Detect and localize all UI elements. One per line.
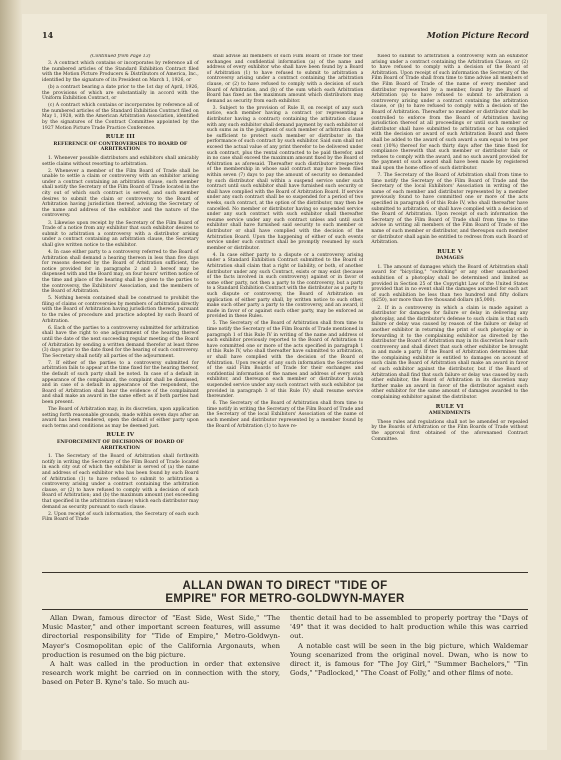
paragraph: 2. Upon receipt of such information, the Secretary of each such Film Board of Trade bbox=[42, 511, 199, 523]
story-paragraph: Allan Dwan, famous director of "East Side, West Side," "The Music Master," and other important screen features, will assume directorial responsibility for "Tide of Empire," Metro-Goldwyn-Mayer's Cosmopolitan epic of the California Argonauts, when production is resumed on the big picture. bbox=[42, 614, 280, 659]
page-number: 14 bbox=[42, 30, 54, 40]
rule-heading: RULE V bbox=[437, 248, 463, 255]
rule-subheading: AMENDMENTS bbox=[428, 410, 471, 417]
magazine-page bbox=[22, 14, 547, 750]
paragraph: 3. Subject to the provision of Rule II, on receipt of any such notice, each member having a contract (or representing a distributor having a contract) containing the arbitration clause with any such exhibitor shall demand payment by such exhibitor of such sums as in the judgment of such member of arbitration shall be sufficient to protect such member or distributor in the performance of such contract by such exhibitor. Said sum shall not exceed the actual value of any print therefor to be delivered under such contract, plus the rental contracted to be paid therefor, and in no case shall exceed the maximum amount fixed by the Board of Arbitration as aforesaid. Thereafter such distributor irrespective of the membership in whose said contract may have been filed within seven (7) days to pay the amount of security so demanded by such distributor shall within a suspend service under such contract until such exhibitor shall have furnished such security or shall have complied with the Board of Arbitration Board. If service under any such contract shall be so suspended for a period of two weeks, such contract, at the option of the distributor, may then be cancelled. No member or distributor having so suspended service under any such contract with such exhibitor shall thereafter resume service under any such contract unless and until such exhibitor shall have furnished said security to such member or distributor or shall have complied with the decision of the Arbitration Board. Upon the happening of either of such events service under such contract shall be promptly resumed by such member or distributor. bbox=[206, 105, 364, 251]
headline-line-1: ALLAN DWAN TO DIRECT "TIDE OF bbox=[182, 580, 388, 592]
paragraph: 7. The Secretary of the Board of Arbitration shall from time to time notify the Secretary of the Film Board of Trade and the Secretary of the local Exhibitors' Association in writing of the name of each member and distributor represented by a member previously found to have committed one or more of the acts specified in paragraph 6 of this Rule IV, who shall thereafter have submitted to arbitration, or shall have complied with a decision of the Board of Arbitration. Upon receipt of such information the Secretary of the Film Board of Trade shall from time to time advise in writing all members of the Film Board of Trade of the name of such member or distributor, and thereupon such member or distributor shall again be entitled to redress from such Board of Arbitration. bbox=[371, 172, 529, 246]
paragraph: 1. Whenever possible distributors and exhibitors shall amicably settle claims without resorting to arbitration. bbox=[42, 156, 199, 167]
story-headline bbox=[42, 580, 528, 606]
rules-columns bbox=[42, 54, 528, 569]
paragraph: 4. In case either party to a controversy referred to the Board of Arbitration shall demand a hearing thereon in less than five days for reasons deemed by the Board of Arbitration sufficient, the notice provided for in paragraphs 2 and 3 hereof may be dispensed with and the Board may, on four hours' written notice of the time and place of the hearing shall be given to the parties to the controversy, the Exhibitors' Association, and the members of the Board of Arbitration. bbox=[42, 250, 199, 295]
paragraph: 1. The amount of damages which the Board of Arbitration shall award for "bicycling," "switching" or any other unauthorized exhibition of a photoplay shall be determined and limited as provided in Section 25 of the Copyright Law of the United States provided that in no event shall the damages awarded for each act of such exhibition be less than two hundred and fifty dollars ($250), nor more than five thousand dollars ($5,000). bbox=[371, 264, 529, 304]
rule-subheading: REFERENCE OF CONTROVERSIES TO BOARD OF ARBITRATION bbox=[53, 140, 188, 153]
headline-line-2: EMPIRE" FOR METRO-GOLDWYN-MAYER bbox=[165, 593, 405, 605]
divider-rule-bottom bbox=[42, 609, 528, 610]
rule-heading: RULE IV bbox=[106, 432, 135, 439]
page-binding bbox=[0, 0, 22, 760]
paragraph: (b) a contract bearing a date prior to the 1st day of April, 1926, the provisions of which are substantially in accord with the Uniform Exhibition Contract, or bbox=[42, 84, 199, 102]
paragraph: fused to submit to arbitration a controversy with an exhibitor arising under a contract containing the Arbitration Clause, or (2) to have refused to comply with a decision of the Board of Arbitration. Upon receipt of such information the Secretary of the Film Board of Trade shall from time to time advise all members of the Film Board of Trade of the name of every member and distributor represented by a member, found by the Board of Arbitration (a) to have refused to submit to arbitration a controversy arising under a contract containing the arbitration clause, or (b) to have refused to comply with a decision of the Board of Arbitration. Thereafter no member or distributor shall be controlled to enforce from the Board of Arbitration having jurisdiction thereof at all proceedings or until such member or distributor shall have submitted to arbitration or has complied with the decision or award of such Arbitration Board and there shall be added to the award of such award a sum equal to ten per cent (10%) thereof for each thirty days after the time fixed for compliance therewith that such member or distributor fails or refuses to comply with the award, and no such award provided for the payment of such award shall have been made by registered mail upon the home office of such distributor. bbox=[371, 54, 529, 171]
continued-note: (Continued from Page 13) bbox=[90, 54, 151, 59]
paragraph: shall advise all members of such Film Board of Trade for their exchanges and confidential information (a) of the name and address of every exhibitor who shall have been found by a Board of Arbitration (1) to have refused to submit to arbitration a controversy arising under a contract containing the arbitration clause, or (2) to have refused to comply with a decision of such Board of Arbitration, and (b) of the sum which each Arbitration Board has fixed as the maximum amount which distributors may demand as security from each exhibitor. bbox=[206, 54, 364, 104]
story-column-2 bbox=[290, 614, 528, 736]
rule-subheading: DAMAGES bbox=[435, 255, 464, 262]
paragraph: 5. The Secretary of the Board of Arbitration shall from time to time notify the Secretary of the Film Boards of Trade mentioned in paragraph 1 of this Rule IV in writing of the name and address of each exhibitor previously reported to the Board of Arbitration to have committed one or more of the acts specified in paragraph 1 of this Rule IV, who shall thereafter have submitted to arbitration, or shall have complied with the decision of the Board of Arbitration. Upon receipt of any such information the Secretaries of the said Film Boards of Trade for their exchanges and confidential information of the names and address of every such exhibitor, and thereupon each member or distributor having suspended service under any such contract with such exhibitor (as provided in paragraph 3 of this Rule IV) shall resume service thereunder. bbox=[206, 321, 364, 400]
paragraph: 5. Nothing herein contained shall be construed to prohibit the filing of claims or controversies by members of arbitration directly with the Board of Arbitration having jurisdiction thereof, pursuant to the rules of procedure and practice adopted by such Board of Arbitration. bbox=[42, 296, 199, 324]
story-paragraph: A notable cast will be seen in the big picture, which Waldemar Young scenarized from the original novel. Dwan, who is now to direct it, is famous for "The Joy Girl," "Summer Bachelors," "Tin Gods," "Padlocked," "The Coast of Folly," and other films of note. bbox=[290, 641, 528, 678]
magazine-title: Motion Picture Record bbox=[426, 30, 529, 40]
divider-rule-top bbox=[42, 572, 528, 573]
rule-heading: RULE VI bbox=[435, 403, 464, 410]
story-column-1 bbox=[42, 614, 280, 736]
paragraph: 4. In case either party to a dispute or a controversy arising under a Standard Exhibition Contract submitted to the Board of Arbitration shall claim that a right or liability, or both, of another distributor under any such Contract, exists or may exist (because of the facts involved in such controversy) against or in favor of some other party, not then a party to the controversy, but a party to a Standard Exhibition Contract with the distributor as a party to such dispute or controversy, the Board of Arbitration on application of either party shall, by written notice to such other, make such other party a party to the controversy, and an award, if made in favor of or against such other party, may be enforced as provided in these Rules. bbox=[206, 252, 364, 320]
column-3 bbox=[371, 54, 528, 569]
column-1 bbox=[42, 54, 199, 569]
paragraph: 6. Each of the parties to a controversy submitted for arbitration shall have the right to one adjournment of the hearing thereof until the date of the next succeeding regular meeting of the Board of Arbitration by sending a written demand therefor at least three (3) days prior to the date fixed for the hearing of such controversy. The Secretary shall notify all parties of the adjournment. bbox=[42, 325, 199, 359]
paragraph: 2. If in a controversy in which a claim is made against a distributor for damages for failure or delay in delivering any photoplay, and the distributor's defense to such claim is that such failure or delay was caused by reason of the failure or delay of another exhibitor in returning the print of such photoplay or in forwarding it to the complaining exhibitor as directed by the distributor the Board of Arbitration may in its discretion hear such controversy and shall direct that such other exhibitor be brought in and made a party. If the Board of Arbitration determines that the complaining exhibitor is entitled to damages on account of such claim the Board of Arbitration shall make an award in favor of such exhibitor against the distributor, but if the Board of Arbitration shall find that such failure or delay was caused by such other exhibitor, the Board of Arbitration in its discretion may further make an award in favor of the distributor against such other exhibitor for the same amount of damages awarded to the complaining exhibitor against the distributor. bbox=[371, 305, 529, 401]
paragraph: 3. A contract which contains or incorporates by reference all of the numbered articles of the Standard Exhibition Contract filed with the Motion Picture Producers & Distributors of America, Inc., identified by the signature of its President on March 1, 1926, or bbox=[42, 61, 199, 83]
paragraph: 7. If either of the parties to a controversy submitted for arbitration fails to appear at the time fixed for the hearing thereof, the default of such party shall be noted. In case of a default in appearance of the complainant, the complaint shall be dismissed, and in case of a default in appearance of the respondent, the Board of Arbitration shall hear the evidence of the complainant and shall make an award in the same effect as if both parties had been present. bbox=[42, 360, 199, 405]
paragraph: 3. Likewise upon receipt by the Secretary of the Film Board of Trade of a notice from any exhibitor that such exhibitor desires to submit to arbitration a controversy with a distributor arising under a contract containing an arbitration clause, the Secretary shall give written notice to the exhibitor. bbox=[42, 220, 199, 248]
paragraph: 2. Whenever a member of the Film Board of Trade shall be unable to settle a claim or controversy with an exhibitor arising under a contract containing an arbitration clause, such member shall notify the Secretary of the Film Board of Trade located in the city out of which such contract is served, and such member desires to submit the claim or controversy to the Board of Arbitration having jurisdiction thereof, advising the Secretary of the name and address of the exhibitor and the nature of the controversy. bbox=[42, 168, 199, 219]
rule-heading: RULE III bbox=[105, 134, 135, 141]
rule-subheading: ENFORCEMENT OF DECISIONS OF BOARD OF ARBITRATION bbox=[56, 439, 184, 451]
paragraph: These rules and regulations shall not be amended or repealed by the Boards of Arbitration or the Film Boards of Trade without the approval first obtained of the aforenamed Contract Committee. bbox=[371, 419, 529, 442]
paragraph: 6. The Secretary of the Board of Arbitration shall from time to time notify in writing the Secretary of the Film Board of Trade and the Secretary of the local Exhibitors' Association of the name of each member and distributor represented by a member found by the Board of Arbitration (1) to have re- bbox=[206, 401, 364, 429]
page-header bbox=[42, 30, 529, 46]
paragraph: The Board of Arbitration may, in its discretion, upon application setting forth reasonable grounds, made within seven days after an award has been rendered, open the default of either party upon such terms and conditions as may be deemed just. bbox=[42, 407, 199, 429]
paragraph: (c) A contract which contains or incorporates by reference all of the numbered articles of the Standard Exhibition Contract filed on May 1, 1928, with the American Arbitration Association, identified by the signatures of the Contract Committee appointed by the 1927 Motion Picture Trade Practice Conference. bbox=[42, 103, 199, 131]
story-body bbox=[42, 614, 528, 736]
paragraph: 1. The Secretary of the Board of Arbitration shall forthwith notify in writing the Secretary of the Film Board of Trade located in each city out of which the exhibitor is served of (a) the name and address of each exhibitor who has been found by such Board of Arbitration (1) to have refused to submit to arbitration a controversy arising under a contract containing the arbitration clause, or (2) to have refused to comply with a decision of such Board of Arbitration; and (b) the maximum amount (not exceeding that specified in the arbitration clause) which each distributor may demand as security pursuant to such clause. bbox=[42, 454, 199, 510]
story-paragraph: A halt was called in the production in order that extensive research work might be carried on in connection with the story, based on Peter B. Kyne's tale. So much au- bbox=[42, 660, 280, 687]
column-2 bbox=[207, 54, 364, 569]
story-paragraph: thentic detail had to be assembled to properly portray the "Days of '49" that it was decided to halt production while this was carried out. bbox=[290, 614, 528, 641]
